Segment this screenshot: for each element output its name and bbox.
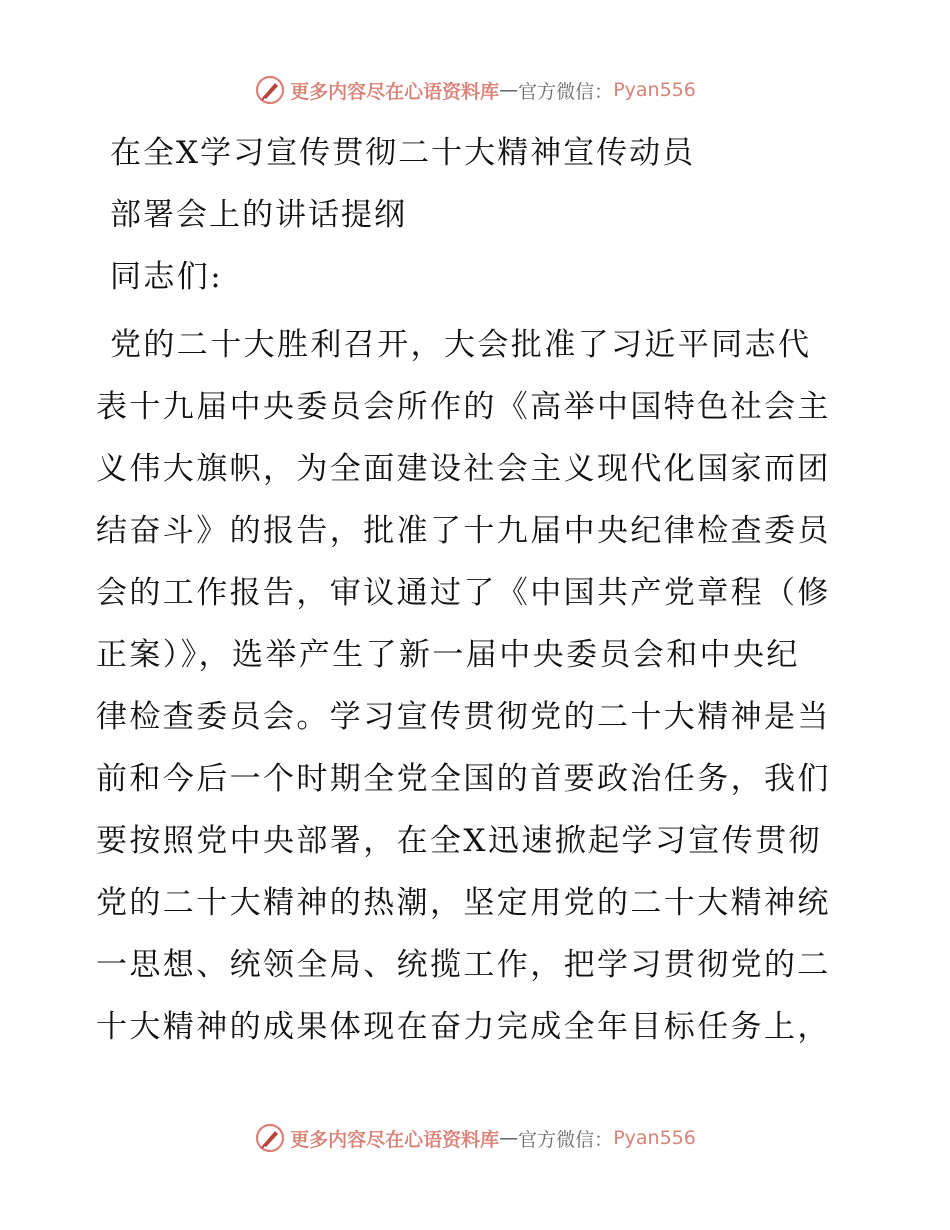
- quill-logo-icon: [254, 74, 286, 106]
- watermark-official-label: 官方微信：: [518, 1128, 614, 1151]
- paragraph-line: 前和今后一个时期全党全国的首要政治任务，我们: [96, 761, 831, 797]
- watermark-wechat-id: Pyan556: [613, 79, 696, 101]
- body-paragraph: [96, 314, 856, 1058]
- header-watermark: [0, 70, 950, 110]
- paragraph-line: 党的二十大精神的热潮，坚定用党的二十大精神统: [96, 885, 831, 921]
- paragraph-line: 结奋斗》的报告，批准了十九届中央纪律检查委员: [96, 513, 831, 549]
- watermark-dash: —: [499, 79, 519, 101]
- watermark-text: 更多内容尽在心语资料库: [290, 1128, 500, 1151]
- paragraph-line: 律检查委员会。学习宣传贯彻党的二十大精神是当: [96, 699, 831, 735]
- watermark-official-label: 官方微信：: [518, 80, 614, 103]
- document-title-line-2: 部署会上的讲话提纲: [110, 197, 407, 233]
- quill-logo-icon: [254, 1122, 286, 1154]
- document-body: [96, 122, 856, 1058]
- paragraph-line: 一思想、统领全局、统揽工作，把学习贯彻党的二: [96, 947, 831, 983]
- paragraph-line: 要按照党中央部署，在全X迅速掀起学习宣传贯彻: [96, 823, 822, 859]
- watermark-text: 更多内容尽在心语资料库: [290, 80, 500, 103]
- document-title-line-1: 在全X学习宣传贯彻二十大精神宣传动员: [110, 135, 696, 171]
- paragraph-line: 党的二十大胜利召开，大会批准了习近平同志代: [110, 327, 812, 363]
- paragraph-line: 正案）》，选举产生了新一届中央委员会和中央纪: [96, 637, 800, 673]
- paragraph-line: 义伟大旗帜，为全面建设社会主义现代化国家而团: [96, 451, 831, 487]
- footer-watermark: [0, 1118, 950, 1158]
- salutation: 同志们:: [110, 259, 224, 295]
- watermark-wechat-id: Pyan556: [613, 1127, 696, 1149]
- paragraph-line: 表十九届中央委员会所作的《高举中国特色社会主: [96, 389, 831, 425]
- paragraph-line: 会的工作报告，审议通过了《中国共产党章程（修: [96, 575, 831, 611]
- watermark-dash: —: [499, 1127, 519, 1149]
- paragraph-line: 十大精神的成果体现在奋力完成全年目标任务上，: [96, 1009, 831, 1045]
